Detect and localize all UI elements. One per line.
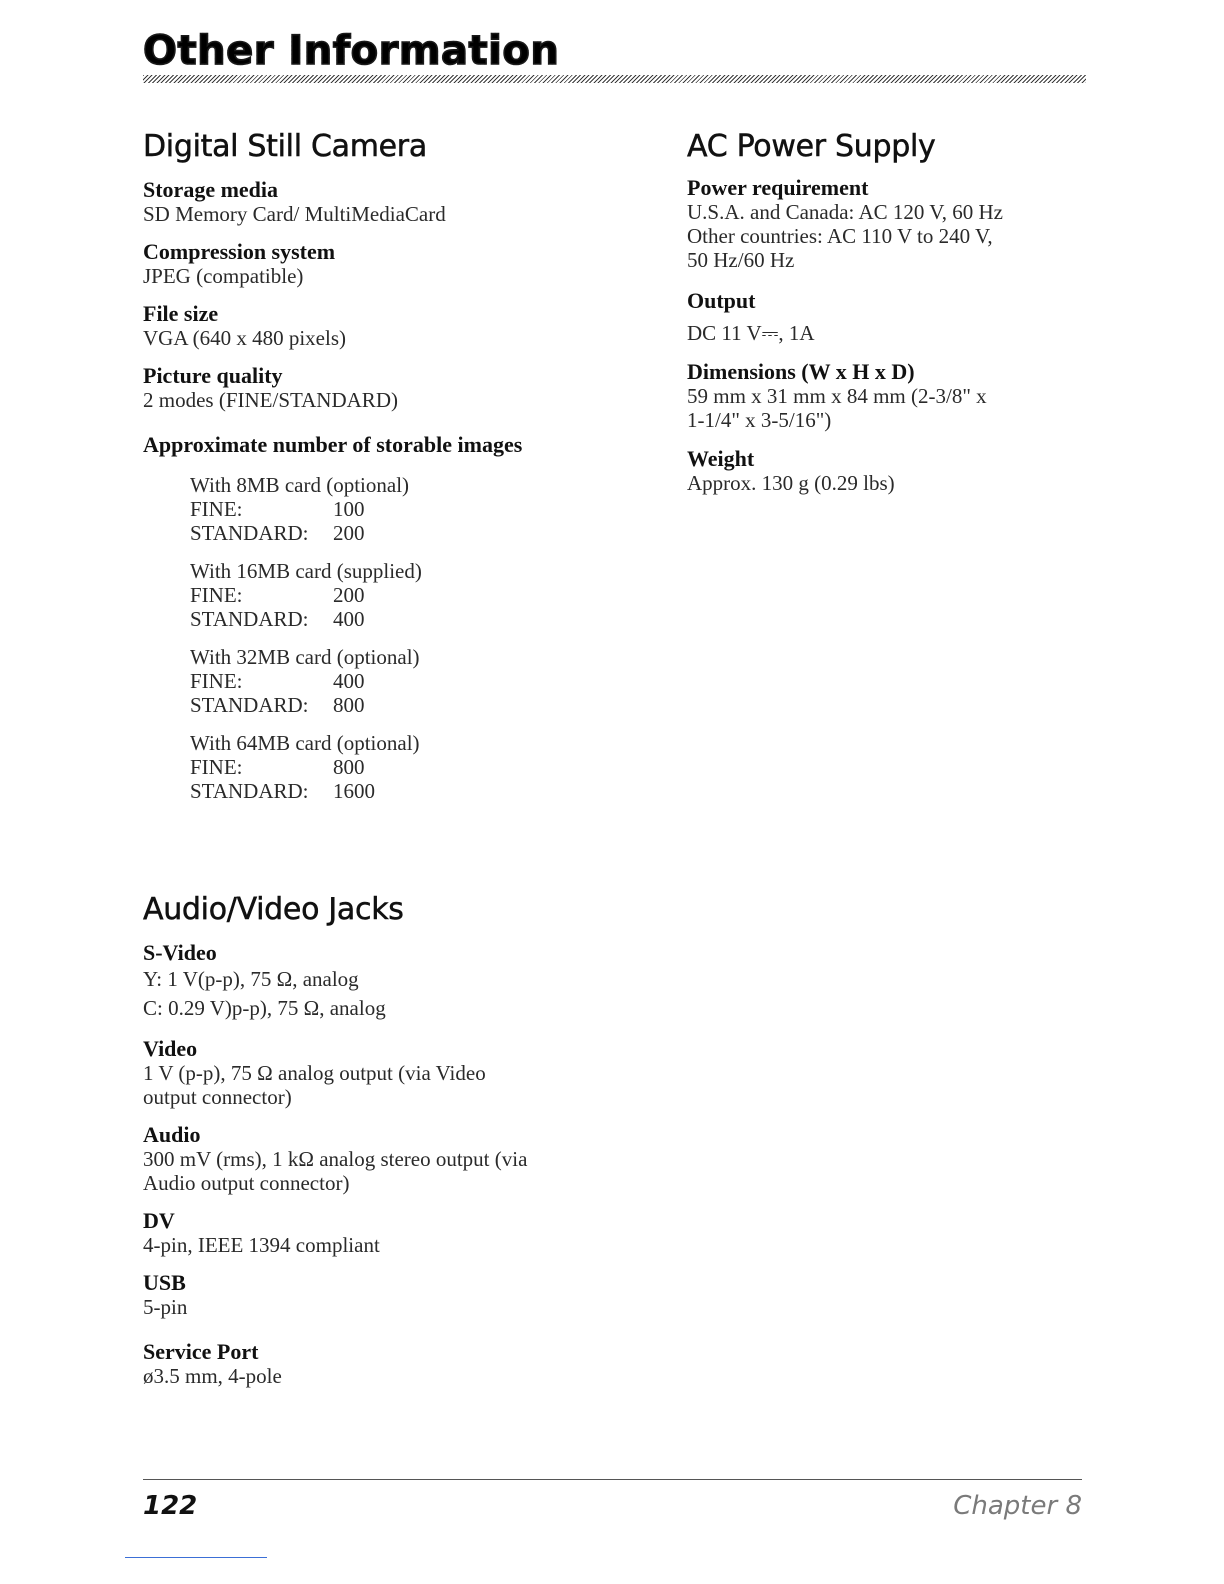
spec-label: Video: [143, 1036, 198, 1061]
spec-label: Weight: [687, 446, 755, 471]
spec-s-video: [143, 940, 643, 1023]
spec-value: JPEG (compatible): [143, 264, 304, 288]
spec-label: Power requirement: [687, 175, 869, 200]
quality-label: FINE:: [190, 497, 243, 521]
spec-value: Approx. 130 g (0.29 lbs): [687, 471, 895, 495]
card-block-8mb: [190, 473, 643, 545]
card-title: With 64MB card (optional): [190, 731, 420, 755]
page-number: 122: [143, 1491, 198, 1521]
spec-label: Compression system: [143, 239, 336, 264]
spec-label: Picture quality: [143, 363, 283, 388]
image-count: 800: [333, 693, 365, 717]
spec-value: 2 modes (FINE/STANDARD): [143, 388, 398, 412]
card-row-fine: [190, 755, 643, 779]
title-rule: [143, 75, 1086, 83]
quality-label: STANDARD:: [190, 607, 309, 631]
card-row-fine: [190, 669, 643, 693]
spec-audio: [143, 1122, 643, 1195]
spec-video: [143, 1036, 643, 1109]
card-row-standard: [190, 779, 643, 803]
spec-label: Dimensions (W x H x D): [687, 359, 915, 384]
card-row-standard: [190, 521, 643, 545]
image-count: 400: [333, 669, 365, 693]
quality-label: STANDARD:: [190, 693, 309, 717]
page-title: Other Information: [143, 28, 1086, 74]
card-block-32mb: [190, 645, 643, 717]
spec-label: S-Video: [143, 940, 217, 965]
spec-storable-images: [143, 432, 643, 803]
spec-dimensions: [687, 359, 1107, 432]
spec-label: File size: [143, 301, 219, 326]
spec-storage-media: [143, 177, 643, 226]
av-jacks-section: [143, 890, 643, 1401]
spec-weight: [687, 446, 1107, 495]
spec-label: Storage media: [143, 177, 279, 202]
spec-value: 300 mV (rms), 1 kΩ analog stereo output (via Audio output connector): [143, 1147, 528, 1195]
section-title-camera: Digital Still Camera: [143, 129, 427, 164]
spec-compression-system: [143, 239, 643, 288]
image-count: 1600: [333, 779, 375, 803]
spec-value: ø3.5 mm, 4-pole: [143, 1364, 282, 1388]
spec-value: U.S.A. and Canada: AC 120 V, 60 Hz Other countries: AC 110 V to 240 V, 50 Hz/60 Hz: [687, 200, 1003, 272]
spec-file-size: [143, 301, 643, 350]
spec-value: VGA (640 x 480 pixels): [143, 326, 346, 350]
spec-label: Output: [687, 288, 756, 313]
quality-label: FINE:: [190, 669, 243, 693]
card-row-standard: [190, 607, 643, 631]
quality-label: STANDARD:: [190, 521, 309, 545]
card-title: With 16MB card (supplied): [190, 559, 422, 583]
spec-dv: [143, 1208, 643, 1257]
spec-value: 59 mm x 31 mm x 84 mm (2-3/8" x 1-1/4" x 3-5/16"): [687, 384, 987, 432]
card-block-64mb: [190, 731, 643, 803]
spec-service-port: [143, 1339, 643, 1388]
power-section: [687, 127, 1107, 508]
card-row-fine: [190, 583, 643, 607]
spec-label: Service Port: [143, 1339, 259, 1364]
camera-section: [143, 127, 643, 817]
spec-value: 4-pin, IEEE 1394 compliant: [143, 1233, 380, 1257]
card-block-16mb: [190, 559, 643, 631]
quality-label: STANDARD:: [190, 779, 309, 803]
image-count: 200: [333, 521, 365, 545]
spec-value: 1 V (p-p), 75 Ω analog output (via Video output connector): [143, 1061, 486, 1109]
section-title-power: AC Power Supply: [687, 129, 936, 164]
spec-value: SD Memory Card/ MultiMediaCard: [143, 202, 446, 226]
spec-power-requirement: [687, 175, 1107, 272]
quality-label: FINE:: [190, 583, 243, 607]
page-header: [143, 28, 1086, 83]
image-count: 200: [333, 583, 365, 607]
spec-usb: [143, 1270, 643, 1319]
image-count: 100: [333, 497, 365, 521]
card-row-standard: [190, 693, 643, 717]
spec-label: Approximate number of storable images: [143, 432, 523, 457]
bottom-blue-rule: [125, 1557, 267, 1558]
spec-value: Y: 1 V(p-p), 75 Ω, analog C: 0.29 V)p-p), 75 Ω, analog: [143, 967, 386, 1020]
card-title: With 32MB card (optional): [190, 645, 420, 669]
card-row-fine: [190, 497, 643, 521]
image-count: 400: [333, 607, 365, 631]
spec-output: [687, 288, 1107, 345]
chapter-label: Chapter 8: [953, 1491, 1082, 1521]
spec-value: DC 11 V⎓, 1A: [687, 321, 815, 345]
card-title: With 8MB card (optional): [190, 473, 410, 497]
section-title-av-jacks: Audio/Video Jacks: [143, 892, 404, 927]
spec-picture-quality: [143, 363, 643, 412]
footer-rule: [143, 1479, 1082, 1480]
quality-label: FINE:: [190, 755, 243, 779]
spec-label: DV: [143, 1208, 175, 1233]
spec-value: 5-pin: [143, 1295, 188, 1319]
spec-label: Audio: [143, 1122, 201, 1147]
spec-label: USB: [143, 1270, 186, 1295]
image-count: 800: [333, 755, 365, 779]
